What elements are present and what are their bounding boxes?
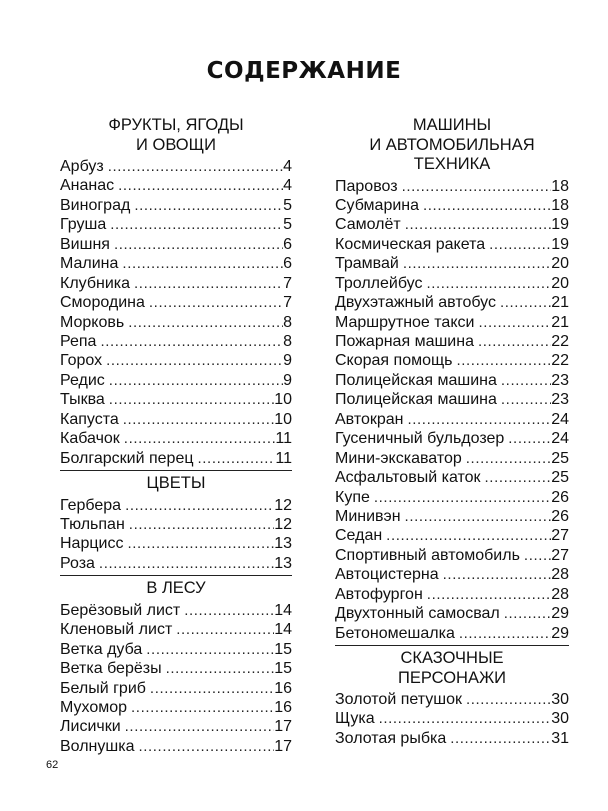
toc-entry-title: Виноград <box>60 196 131 214</box>
toc-entry-page: 4 <box>283 177 292 195</box>
dot-leader <box>100 332 283 351</box>
dot-leader <box>478 313 551 332</box>
toc-entry-page: 25 <box>551 449 569 467</box>
toc-entry-page: 24 <box>551 410 569 428</box>
dot-leader <box>379 709 552 728</box>
toc-entry-page: 8 <box>283 313 292 331</box>
toc-entry-title: Щука <box>335 710 375 728</box>
dot-leader <box>478 332 551 351</box>
toc-entry-title: Кабачок <box>60 430 120 448</box>
toc-entry <box>335 449 569 468</box>
dot-leader <box>403 254 551 273</box>
toc-entry <box>60 449 292 468</box>
toc-entry <box>60 640 292 659</box>
toc-entry-title: Берёзовый лист <box>60 601 181 619</box>
section-heading-line: ФРУКТЫ, ЯГОДЫ <box>108 116 244 134</box>
toc-entry-title: Трамвай <box>335 255 399 273</box>
toc-entry <box>335 313 569 332</box>
dot-leader <box>466 449 551 468</box>
toc-entry-title: Тыква <box>60 391 105 409</box>
dot-leader <box>198 449 276 468</box>
toc-entry <box>60 274 292 293</box>
section-divider <box>60 575 292 576</box>
dot-leader <box>134 196 283 215</box>
toc-entry-title: Автокран <box>335 410 404 428</box>
toc-entry <box>335 177 569 196</box>
toc-entry-page: 20 <box>551 255 569 273</box>
dot-leader <box>423 196 551 215</box>
toc-entry <box>60 157 292 176</box>
dot-leader <box>450 729 551 748</box>
toc-entry-page: 22 <box>551 333 569 350</box>
dot-leader <box>125 717 275 736</box>
toc-entry-page: 5 <box>283 196 292 214</box>
dot-leader <box>457 351 552 370</box>
toc-entry <box>60 215 292 234</box>
toc-entry-title: Роза <box>60 554 95 572</box>
toc-entry-page: 9 <box>283 352 292 370</box>
toc-entry-page: 20 <box>551 274 569 292</box>
section-heading-line: ЦВЕТЫ <box>146 474 206 492</box>
toc-entry <box>335 390 569 409</box>
toc-entry <box>335 332 569 351</box>
toc-entry-title: Вишня <box>60 235 110 253</box>
dot-leader <box>123 410 274 429</box>
toc-entry <box>335 254 569 273</box>
toc-entry-title: Белый гриб <box>60 679 146 697</box>
toc-entry <box>60 313 292 332</box>
toc-entry-title: Скорая помощь <box>335 352 453 370</box>
dot-leader <box>443 565 552 584</box>
toc-entry-title: Горох <box>60 352 103 370</box>
dot-leader <box>504 604 551 623</box>
toc-entry-page: 30 <box>551 691 569 708</box>
toc-entry <box>335 293 569 312</box>
toc-entry-title: Золотой петушок <box>335 691 462 708</box>
dot-leader <box>405 215 551 234</box>
dot-leader <box>166 659 275 678</box>
toc-entry-page: 6 <box>283 235 292 253</box>
toc-entry-page: 14 <box>274 601 292 619</box>
dot-leader <box>427 585 551 604</box>
toc-entry-page: 17 <box>274 737 292 755</box>
dot-leader <box>374 488 551 507</box>
toc-entry <box>335 585 569 604</box>
toc-entry-page: 18 <box>551 196 569 214</box>
section-heading-line: И ОВОЩИ <box>136 135 216 154</box>
section-heading <box>60 116 292 157</box>
toc-entry-title: Груша <box>60 216 107 234</box>
toc-entry-title: Автофургон <box>335 585 423 603</box>
toc-entry-title: Репа <box>60 332 97 350</box>
toc-entry <box>60 371 292 390</box>
toc-entry-title: Гусеничный бульдозер <box>335 430 505 448</box>
dot-leader <box>500 293 551 312</box>
toc-entry <box>335 351 569 370</box>
toc-entry-page: 5 <box>283 216 292 234</box>
toc-entry-page: 10 <box>274 391 292 409</box>
toc-entry-title: Арбуз <box>60 158 104 175</box>
toc-entry-page: 15 <box>274 660 292 678</box>
dot-leader <box>114 235 283 254</box>
toc-entry-page: 31 <box>551 729 569 747</box>
toc-entry-title: Редис <box>60 371 105 389</box>
toc-entry-page: 18 <box>551 177 569 195</box>
dot-leader <box>150 679 274 698</box>
toc-entry-page: 26 <box>551 488 569 506</box>
toc-entry-title: Субмарина <box>335 196 420 214</box>
dot-leader <box>176 620 274 639</box>
toc-entry-title: Полицейская машина <box>335 391 497 409</box>
toc-entry-title: Паровоз <box>335 177 398 195</box>
toc-entry <box>60 390 292 409</box>
toc-entry-title: Морковь <box>60 313 125 331</box>
toc-entry <box>335 729 569 748</box>
toc-entry-page: 4 <box>283 158 292 175</box>
section-heading-line: В ЛЕСУ <box>146 579 206 598</box>
toc-entry-page: 13 <box>274 535 292 553</box>
toc-entry <box>335 235 569 254</box>
toc-entry <box>335 468 569 487</box>
toc-entry <box>60 410 292 429</box>
page-title: СОДЕРЖАНИЕ <box>206 58 402 84</box>
toc-entry-page: 7 <box>283 274 292 292</box>
toc-entry-title: Двухтонный самосвал <box>335 605 500 623</box>
toc-right-column <box>335 116 569 748</box>
dot-leader <box>501 371 551 390</box>
toc-entry-title: Троллейбус <box>335 274 423 292</box>
toc-entry-page: 11 <box>275 430 292 448</box>
toc-entry-page: 11 <box>275 449 292 467</box>
toc-entry <box>335 507 569 526</box>
toc-entry <box>60 737 292 756</box>
dot-leader <box>524 546 551 565</box>
toc-entry-page: 28 <box>551 566 569 584</box>
toc-entry <box>60 332 292 351</box>
dot-leader <box>127 534 274 553</box>
toc-entry-title: Лисички <box>60 718 121 736</box>
toc-entry-page: 16 <box>274 698 292 716</box>
dot-leader <box>489 235 551 254</box>
toc-entry-page: 14 <box>274 621 292 639</box>
toc-entry <box>60 196 292 215</box>
dot-leader <box>122 254 283 273</box>
toc-entry <box>335 526 569 545</box>
toc-entry-title: Мини-экскаватор <box>335 449 462 467</box>
toc-entry-title: Ветка дуба <box>60 640 143 658</box>
toc-entry-title: Купе <box>335 488 370 506</box>
dot-leader <box>108 157 283 176</box>
toc-entry <box>60 534 292 553</box>
toc-entry-title: Маршрутное такси <box>335 313 475 331</box>
toc-entry <box>60 679 292 698</box>
toc-entry-title: Капуста <box>60 410 119 428</box>
toc-entry-title: Болгарский перец <box>60 449 194 467</box>
toc-entry-page: 23 <box>551 391 569 409</box>
dot-leader <box>138 737 274 756</box>
dot-leader <box>405 507 552 526</box>
toc-entry-title: Золотая рыбка <box>335 729 447 747</box>
dot-leader <box>184 601 274 620</box>
toc-entry <box>335 624 569 643</box>
toc-entry-title: Седан <box>335 527 383 545</box>
toc-entry-page: 6 <box>283 255 292 273</box>
toc-entry <box>60 659 292 678</box>
toc-entry-title: Малина <box>60 255 119 273</box>
section-heading <box>335 649 569 690</box>
dot-leader <box>131 698 274 717</box>
toc-entry-title: Полицейская машина <box>335 371 497 389</box>
dot-leader <box>146 640 274 659</box>
dot-leader <box>118 176 283 195</box>
dot-leader <box>134 274 283 293</box>
toc-entry-page: 12 <box>274 496 292 514</box>
section-divider <box>60 470 292 471</box>
toc-entry <box>335 565 569 584</box>
dot-leader <box>485 468 552 487</box>
toc-entry-page: 27 <box>551 546 569 564</box>
toc-entry-title: Ветка берёзы <box>60 660 162 678</box>
toc-entry-title: Спортивный автомобиль <box>335 546 520 564</box>
toc-entry <box>335 546 569 565</box>
section-heading-line: И АВТОМОБИЛЬНАЯ <box>369 135 535 154</box>
toc-entry-page: 25 <box>551 469 569 487</box>
toc-entry <box>60 601 292 620</box>
toc-entry <box>60 235 292 254</box>
toc-entry-page: 10 <box>274 410 292 428</box>
toc-left-column <box>60 116 292 756</box>
toc-entry <box>335 604 569 623</box>
toc-entry-page: 27 <box>551 527 569 545</box>
section-heading-line: СКАЗОЧНЫЕ <box>400 649 504 667</box>
toc-entry-page: 29 <box>551 605 569 623</box>
toc-entry-page: 19 <box>551 216 569 234</box>
toc-entry-page: 21 <box>551 294 569 312</box>
dot-leader <box>125 496 274 515</box>
toc-entry-page: 30 <box>551 710 569 728</box>
toc-entry-page: 13 <box>274 554 292 572</box>
toc-entry <box>335 709 569 728</box>
toc-entry-page: 12 <box>274 515 292 533</box>
page-number: 62 <box>46 759 59 771</box>
dot-leader <box>466 690 551 709</box>
toc-entry <box>60 176 292 195</box>
dot-leader <box>426 274 551 293</box>
toc-entry <box>335 215 569 234</box>
toc-entry-page: 24 <box>551 430 569 448</box>
toc-entry-page: 23 <box>551 371 569 389</box>
toc-entry <box>335 196 569 215</box>
toc-entry-title: Нарцисс <box>60 535 124 553</box>
toc-entry-title: Гербера <box>60 496 122 514</box>
dot-leader <box>149 293 283 312</box>
toc-entry <box>60 554 292 573</box>
toc-entry <box>335 429 569 448</box>
dot-leader <box>110 215 283 234</box>
toc-entry-title: Минивэн <box>335 507 401 525</box>
toc-entry <box>60 515 292 534</box>
toc-entry <box>60 698 292 717</box>
section-heading-line: ТЕХНИКА <box>413 155 491 173</box>
section-heading <box>335 116 569 177</box>
section-heading-line: МАШИНЫ <box>412 116 492 134</box>
toc-entry-page: 21 <box>551 313 569 331</box>
toc-entry-page: 16 <box>274 679 292 697</box>
dot-leader <box>408 410 552 429</box>
toc-entry-page: 26 <box>551 507 569 525</box>
dot-leader <box>129 515 274 534</box>
toc-entry <box>335 410 569 429</box>
toc-entry-title: Мухомор <box>60 698 128 716</box>
toc-entry <box>335 274 569 293</box>
toc-entry <box>335 488 569 507</box>
dot-leader <box>109 371 283 390</box>
toc-entry-page: 15 <box>274 640 292 658</box>
toc-entry-title: Самолёт <box>335 216 401 234</box>
toc-entry-page: 7 <box>283 294 292 312</box>
toc-entry-page: 17 <box>274 718 292 736</box>
toc-entry <box>60 351 292 370</box>
section-heading-line: ПЕРСОНАЖИ <box>397 668 507 687</box>
toc-entry-title: Клубника <box>60 274 131 292</box>
toc-entry-title: Тюльпан <box>60 515 125 533</box>
toc-entry-page: 22 <box>551 352 569 370</box>
toc-entry <box>60 620 292 639</box>
toc-entry <box>60 496 292 515</box>
toc-entry-title: Автоцистерна <box>335 566 439 584</box>
toc-entry-page: 8 <box>283 332 292 350</box>
dot-leader <box>109 390 274 409</box>
dot-leader <box>459 624 551 643</box>
toc-entry <box>60 429 292 448</box>
toc-entry-page: 9 <box>283 371 292 389</box>
toc-entry <box>335 690 569 709</box>
section-heading <box>60 474 292 496</box>
toc-entry-page: 19 <box>551 235 569 253</box>
dot-leader <box>386 526 551 545</box>
toc-entry-title: Асфальтовый каток <box>335 469 481 487</box>
toc-entry-page: 28 <box>551 585 569 603</box>
toc-entry-title: Волнушка <box>60 737 135 755</box>
toc-entry <box>60 254 292 273</box>
toc-entry-title: Космическая ракета <box>335 235 486 253</box>
section-heading <box>60 579 292 601</box>
toc-entry-title: Двухэтажный автобус <box>335 294 496 312</box>
toc-entry-title: Смородина <box>60 294 145 312</box>
toc-entry-title: Кленовый лист <box>60 621 173 639</box>
toc-entry-page: 29 <box>551 624 569 642</box>
toc-entry <box>335 371 569 390</box>
dot-leader <box>128 313 283 332</box>
toc-entry-title: Пожарная машина <box>335 333 474 350</box>
toc-entry <box>60 717 292 736</box>
toc-entry-title: Ананас <box>60 177 115 195</box>
dot-leader <box>106 351 283 370</box>
dot-leader <box>124 429 276 448</box>
dot-leader <box>508 429 551 448</box>
toc-entry-title: Бетономешалка <box>335 624 455 642</box>
section-divider <box>335 645 569 646</box>
dot-leader <box>501 390 551 409</box>
dot-leader <box>99 554 274 573</box>
dot-leader <box>402 177 552 196</box>
toc-entry <box>60 293 292 312</box>
